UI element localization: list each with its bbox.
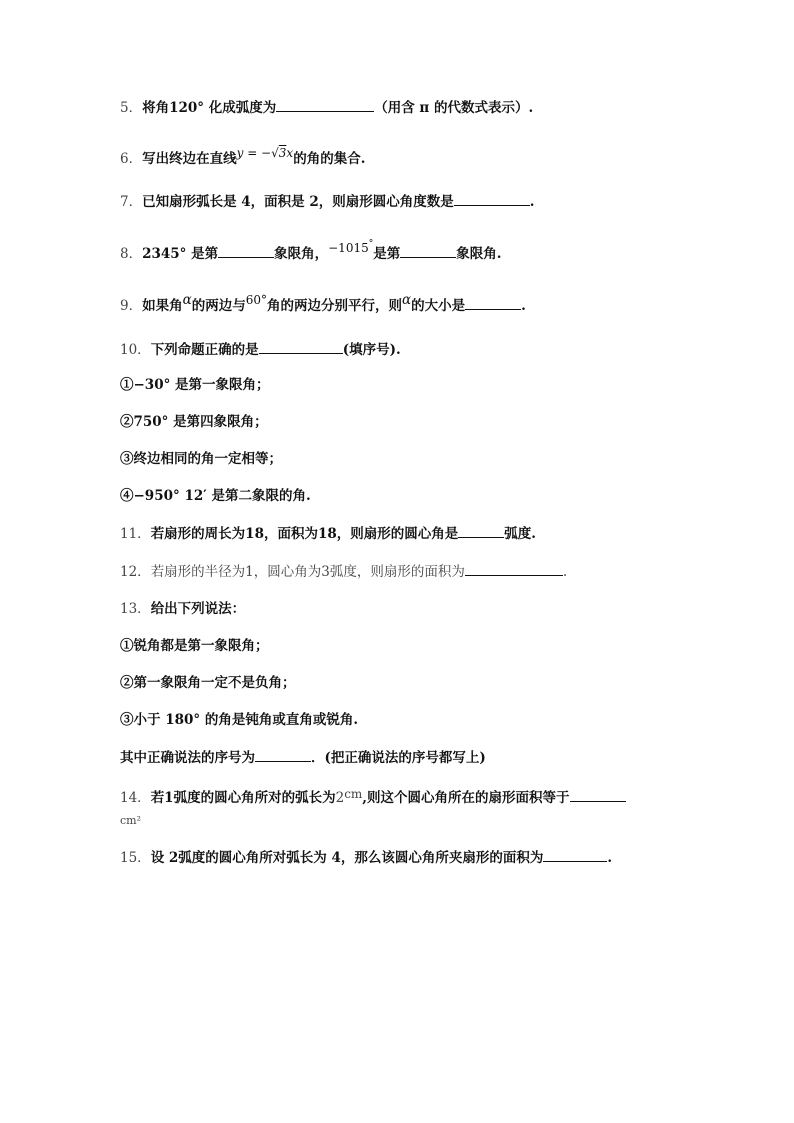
list-item: ④−950° 12′ 是第二象限的角.	[120, 488, 311, 504]
list-item: ③终边相同的角一定相等；	[120, 451, 282, 467]
question-10: 10．下列命题正确的是 (填序号).	[120, 342, 401, 358]
unit-label: cm²	[120, 814, 142, 827]
list-item: ②750° 是第四象限角；	[120, 414, 268, 430]
question-15: 15．设 2弧度的圆心角所对弧长为 4，那么该圆心角所夹扇形的面积为 .	[120, 850, 613, 866]
question-12: 12．若扇形的半径为1，圆心角为3弧度，则扇形的面积为 .	[120, 564, 568, 580]
answer-blank[interactable]	[276, 98, 374, 112]
question-5: 5．将角120° 化成弧度为 （用含 π 的代数式表示）.	[120, 100, 534, 116]
answer-blank[interactable]	[255, 748, 311, 762]
line-equation: y = −√3x	[236, 146, 294, 160]
question-13: 13．给出下列说法：	[120, 601, 246, 617]
list-item: ①锐角都是第一象限角；	[120, 638, 269, 654]
answer-blank[interactable]	[465, 562, 563, 576]
answer-blank[interactable]	[543, 848, 607, 862]
answer-blank[interactable]	[218, 244, 274, 258]
answer-blank[interactable]	[570, 788, 626, 802]
answer-blank[interactable]	[259, 340, 343, 354]
question-9: 9．如果角α的两边与60°角的两边分别平行，则α的大小是 .	[120, 292, 526, 314]
list-item: ③小于 180° 的角是钝角或直角或锐角.	[120, 712, 359, 728]
question-14: 14．若1弧度的圆心角所对的弧长为2cm,则这个圆心角所在的扇形面积等于	[120, 788, 626, 807]
answer-blank[interactable]	[458, 524, 504, 538]
question-11: 11．若扇形的周长为18，面积为18，则扇形的圆心角是 弧度.	[120, 526, 536, 542]
question-6: 6．写出终边在直线y = −√3x的角的集合.	[120, 146, 366, 167]
angle-value: −1015°	[328, 239, 374, 255]
answer-blank[interactable]	[400, 244, 456, 258]
list-item: ①−30° 是第一象限角；	[120, 377, 270, 393]
question-8: 8．2345° 是第 象限角，−1015°是第 象限角.	[120, 239, 502, 262]
answer-blank[interactable]	[465, 296, 521, 310]
answer-blank[interactable]	[454, 192, 530, 206]
list-item: ②第一象限角一定不是负角；	[120, 675, 296, 691]
question-13-summary: 其中正确说法的序号为 ．(把正确说法的序号都写上)	[120, 750, 486, 766]
question-7: 7．已知扇形弧长是 4，面积是 2，则扇形圆心角度数是 .	[120, 194, 535, 210]
